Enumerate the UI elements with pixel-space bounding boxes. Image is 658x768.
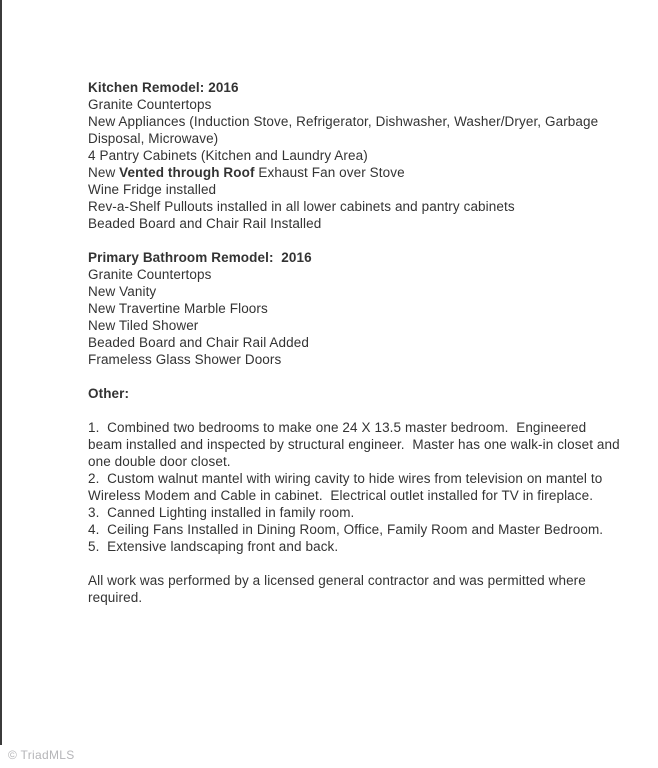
text-line: Granite Countertops — [88, 267, 212, 282]
text-line — [88, 368, 654, 385]
text-line: Disposal, Microwave) — [88, 131, 219, 146]
text-line — [88, 555, 654, 572]
text-line: Wireless Modem and Cable in cabinet. Electrical outlet installed for TV in fireplace. — [88, 488, 594, 503]
text-line: New Appliances (Induction Stove, Refrigerator, Dishwasher, Washer/Dryer, Garbage — [88, 114, 599, 129]
text-line: Kitchen Remodel: 2016 — [88, 80, 239, 95]
text-line: New Vanity — [88, 284, 157, 299]
text-line: New Tiled Shower — [88, 318, 199, 333]
text-line: required. — [88, 590, 143, 605]
text-line: New Vented through Roof Exhaust Fan over Stove — [88, 165, 405, 180]
text-line: Other: — [88, 386, 130, 401]
text-line — [88, 402, 654, 419]
text-line: 1. Combined two bedrooms to make one 24 X 13.5 master bedroom. Engineered — [88, 420, 587, 435]
text-line: Frameless Glass Shower Doors — [88, 352, 282, 367]
text-line: 2. Custom walnut mantel with wiring cavity to hide wires from television on mantel to — [88, 471, 603, 486]
text-line: Wine Fridge installed — [88, 182, 217, 197]
text-line: 5. Extensive landscaping front and back. — [88, 539, 339, 554]
text-line — [88, 232, 654, 249]
document-text — [88, 79, 654, 606]
text-line: 3. Canned Lighting installed in family room. — [88, 505, 355, 520]
text-line: Granite Countertops — [88, 97, 212, 112]
text-line: New Travertine Marble Floors — [88, 301, 268, 316]
page-edge-line — [0, 0, 2, 745]
watermark: © TriadMLS — [8, 748, 75, 762]
text-line: Rev-a-Shelf Pullouts installed in all lower cabinets and pantry cabinets — [88, 199, 515, 214]
text-line: beam installed and inspected by structural engineer. Master has one walk-in closet and — [88, 437, 620, 452]
text-line: Beaded Board and Chair Rail Added — [88, 335, 309, 350]
text-line: All work was performed by a licensed general contractor and was permitted where — [88, 573, 586, 588]
text-line: 4 Pantry Cabinets (Kitchen and Laundry Area) — [88, 148, 368, 163]
text-line: 4. Ceiling Fans Installed in Dining Room, Office, Family Room and Master Bedroom. — [88, 522, 604, 537]
text-line: Beaded Board and Chair Rail Installed — [88, 216, 322, 231]
text-line: one double door closet. — [88, 454, 231, 469]
text-line: Primary Bathroom Remodel: 2016 — [88, 250, 312, 265]
